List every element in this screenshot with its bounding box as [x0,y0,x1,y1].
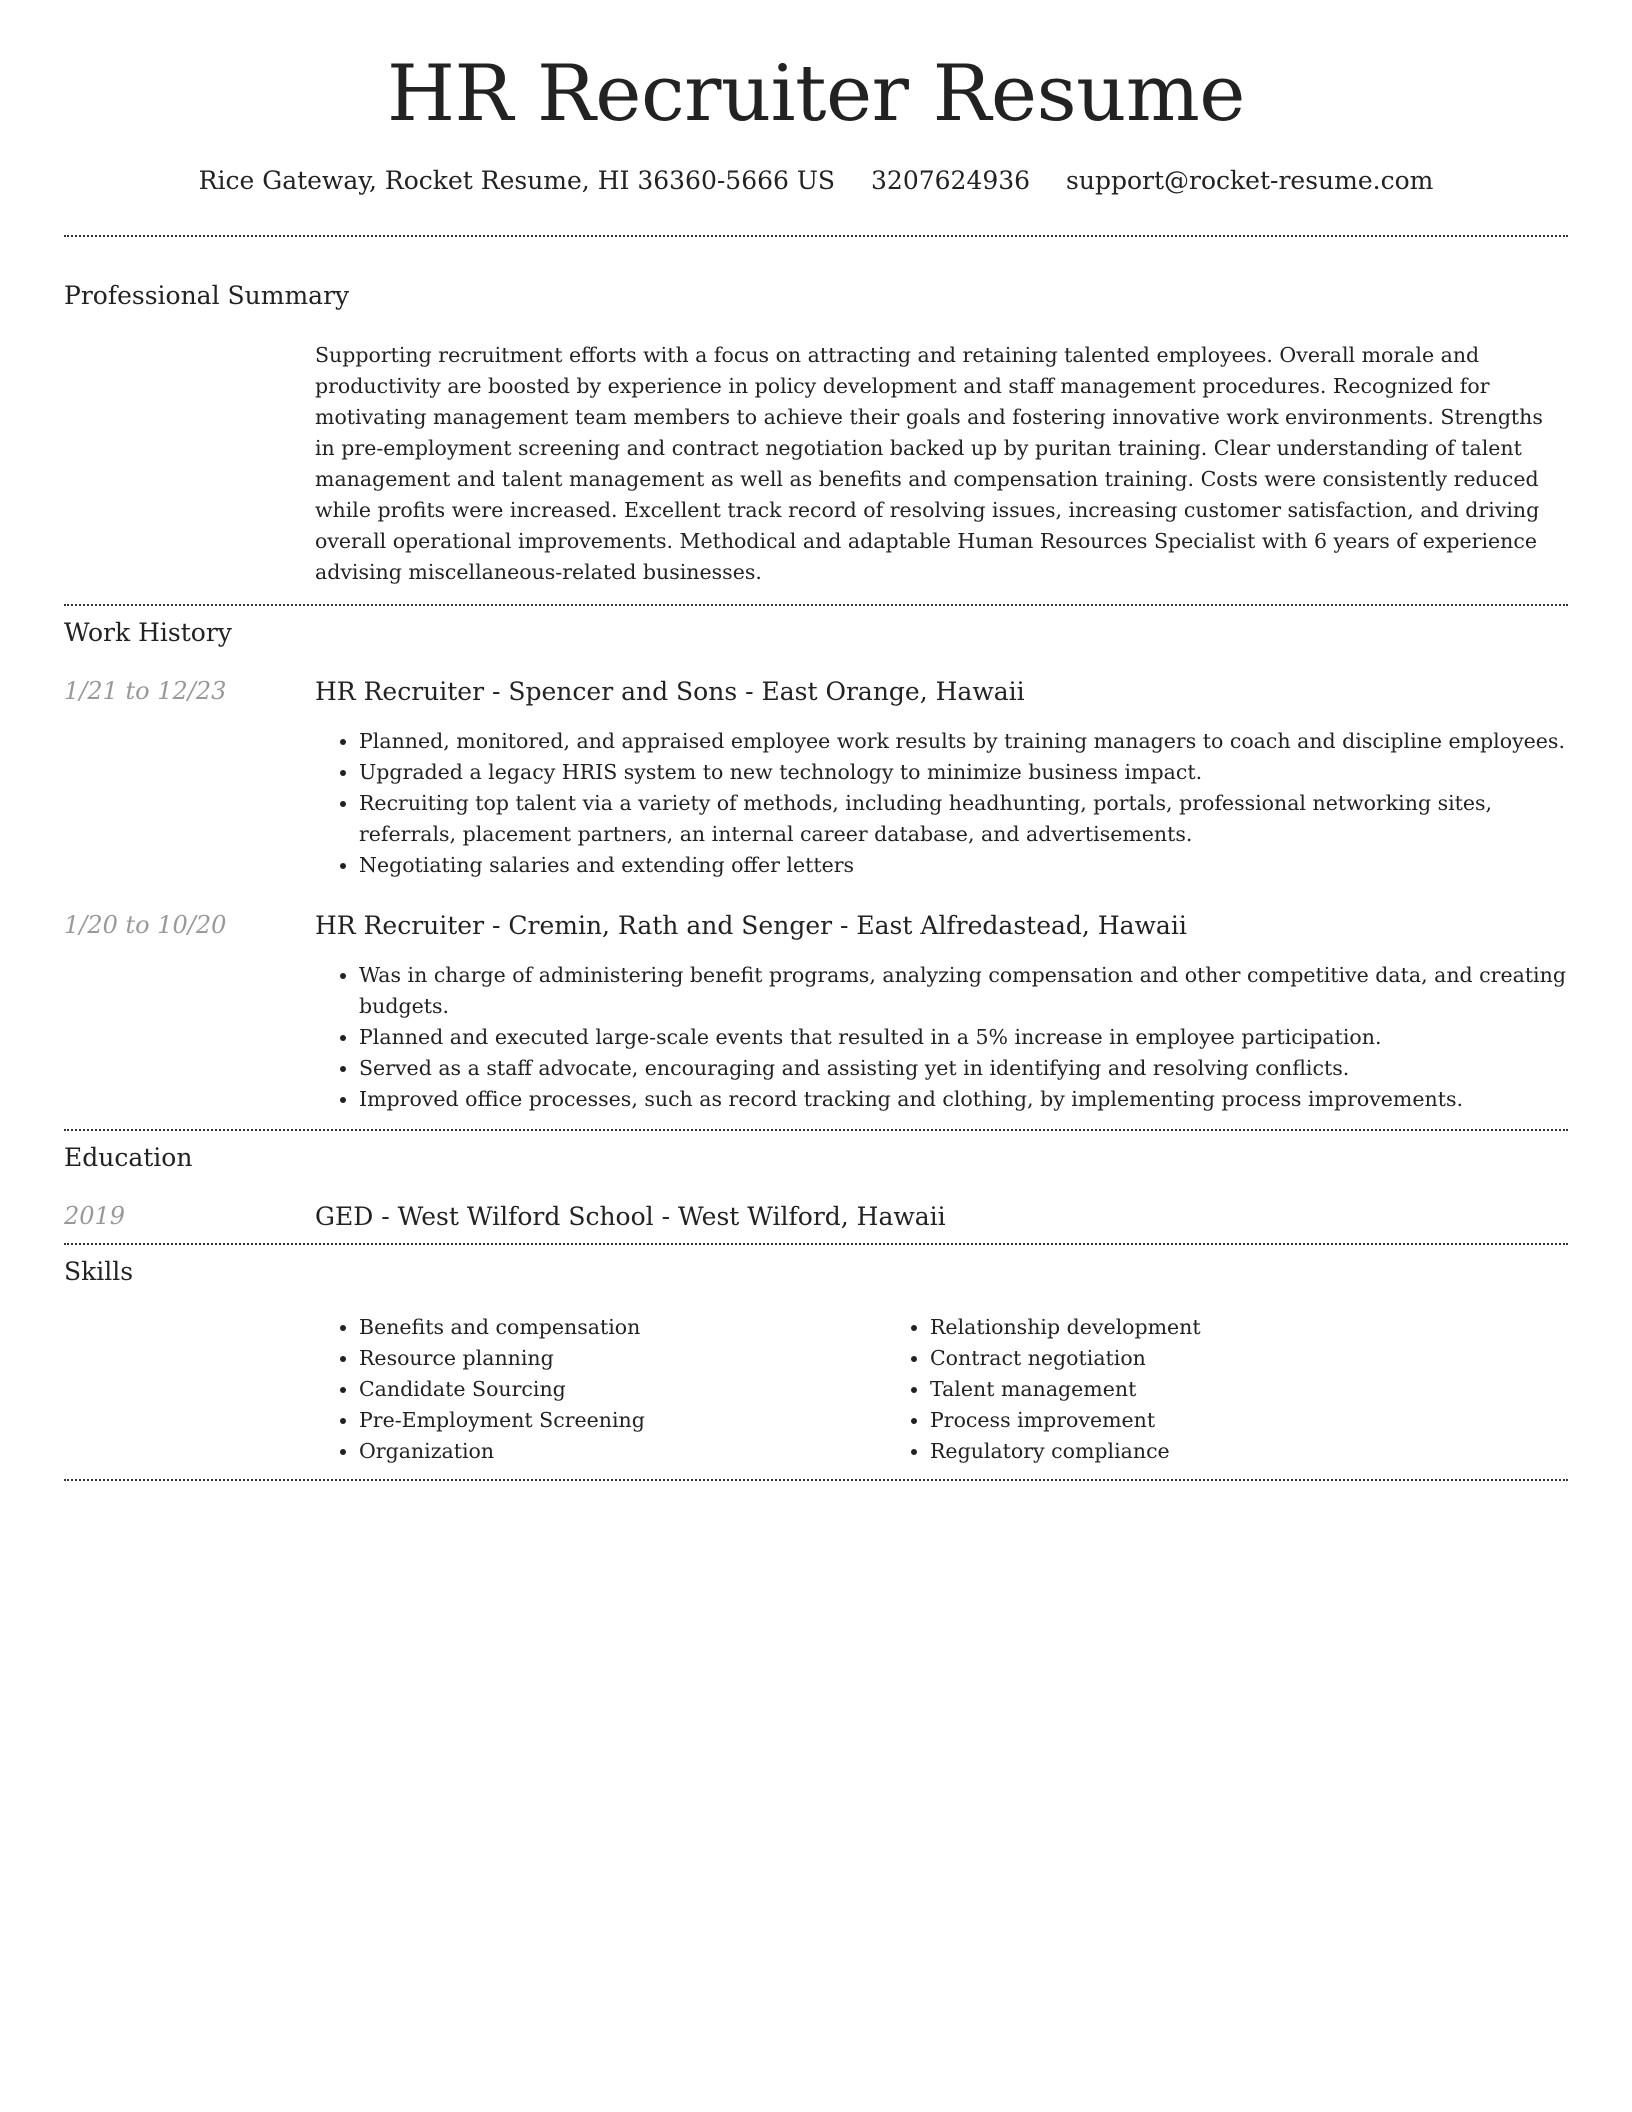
skill-item: • Contract negotiation [930,1343,1486,1374]
skill-item: • Process improvement [930,1405,1486,1436]
job-bullets [315,960,1568,1115]
divider [64,1129,1568,1131]
contact-phone: 3207624936 [871,165,1031,195]
skill-item: • Pre-Employment Screening [359,1405,886,1436]
job-title: HR Recruiter - Cremin, Rath and Senger - East Alfredastead, Hawaii [315,910,1187,940]
job-bullet: • Upgraded a legacy HRIS system to new technology to minimize business impact. [359,757,1568,788]
divider [64,1479,1568,1481]
job-bullet: • Planned, monitored, and appraised employee work results by training managers to coach and discipline employees. [359,726,1568,757]
education-year: 2019 [64,1201,126,1230]
divider [64,1243,1568,1245]
work-history-heading: Work History [64,617,232,647]
divider [64,604,1568,606]
job-bullet: • Recruiting top talent via a variety of methods, including headhunting, portals, professional networking sites, referrals, placement partners, an internal career database, and advertisements. [359,788,1568,850]
contact-address: Rice Gateway, Rocket Resume, HI 36360-5666 US [198,165,836,195]
job-bullets [315,726,1568,881]
job-bullet: • Planned and executed large-scale events that resulted in a 5% increase in employee participation. [359,1022,1568,1053]
skill-item: • Relationship development [930,1312,1486,1343]
education-entry [64,1202,1568,1231]
job-dates: 1/21 to 12/23 [64,676,227,705]
skills-column [886,1312,1486,1467]
summary-text: Supporting recruitment efforts with a focus on attracting and retaining talented employees. Overall morale and productivity are boosted by experience in policy development and staff management procedures. Recognized for motivating management team members to achieve their goals and fostering innovative work environments. Strengths in pre-employment screening and contract negotiation backed up by puritan training. Clear understanding of talent management and talent management as well as benefits and compensation training. Costs were consistently reduced while profits were increased. Excellent track record of resolving issues, increasing customer satisfaction, and driving overall operational improvements. Methodical and adaptable Human Resources Specialist with 6 years of experience advising miscellaneous-related businesses. [315,342,1543,584]
job-title: HR Recruiter - Spencer and Sons - East Orange, Hawaii [315,676,1025,706]
skill-item: • Regulatory compliance [930,1436,1486,1467]
contact-email: support@rocket-resume.com [1066,165,1434,195]
education-title: GED - West Wilford School - West Wilford, Hawaii [315,1201,946,1231]
skill-item: • Resource planning [359,1343,886,1374]
skill-item: • Organization [359,1436,886,1467]
skill-item: • Benefits and compensation [359,1312,886,1343]
job-bullet: • Served as a staff advocate, encouraging and assisting yet in identifying and resolving conflicts. [359,1053,1568,1084]
job-entry [64,677,1568,706]
job-bullet: • Negotiating salaries and extending offer letters [359,850,1568,881]
skills-list [315,1312,1568,1467]
skills-column [315,1312,886,1467]
job-bullet: • Improved office processes, such as record tracking and clothing, by implementing process improvements. [359,1084,1568,1115]
contact-line [64,166,1568,195]
summary-heading: Professional Summary [64,280,350,310]
education-heading: Education [64,1142,193,1172]
job-bullet: • Was in charge of administering benefit programs, analyzing compensation and other competitive data, and creating budgets. [359,960,1568,1022]
skills-heading: Skills [64,1256,134,1286]
resume-page [64,0,1568,1481]
job-dates: 1/20 to 10/20 [64,910,227,939]
skill-item: • Talent management [930,1374,1486,1405]
resume-title: HR Recruiter Resume [387,49,1245,139]
divider [64,235,1568,237]
skill-item: • Candidate Sourcing [359,1374,886,1405]
job-entry [64,911,1568,940]
